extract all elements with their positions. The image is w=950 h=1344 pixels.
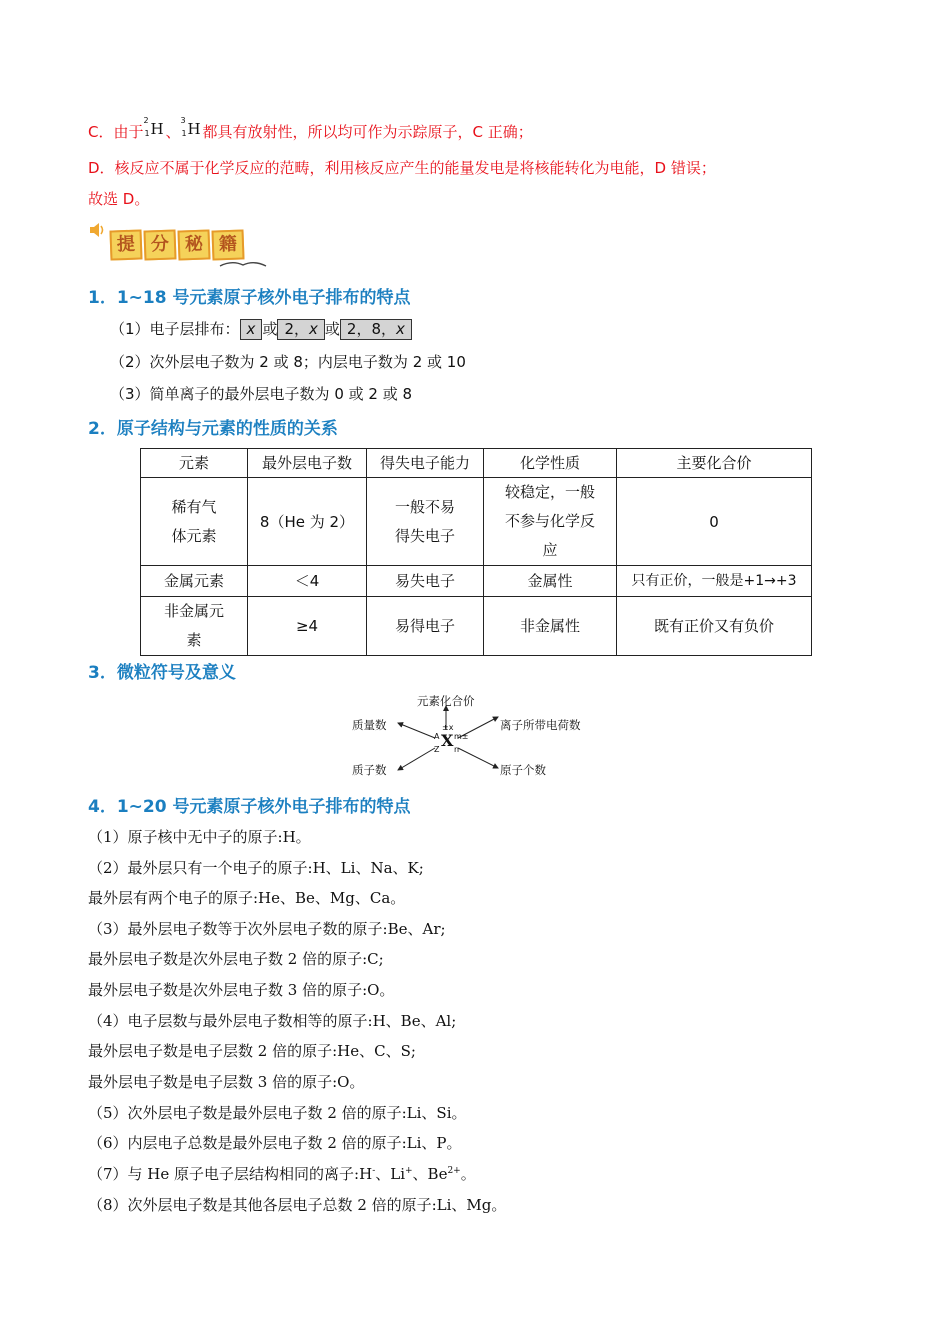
option-c-suffix: 都具有放射性，所以均可作为示踪原子，C 正确； [202, 123, 533, 141]
table-cell: ＜4 [248, 566, 367, 597]
h-ion-charge: - [372, 1166, 376, 1176]
section4-line: （2）最外层只有一个电子的原子:H、Li、Na、K; [88, 859, 424, 877]
line7-end: 。 [460, 1165, 476, 1183]
option-c-prefix: C．由于 [88, 123, 144, 141]
symbol-x: X [441, 731, 454, 750]
table-cell: ≥4 [248, 597, 367, 656]
section4-line-7 [88, 1163, 476, 1184]
iso1-atomic: 1 [144, 129, 150, 138]
option-c-sep: 、 [165, 123, 181, 141]
section1-item2: （2）次外层电子数为 2 或 8；内层电子数为 2 或 10 [110, 353, 466, 371]
box3-prefix: 2，8， [346, 320, 396, 338]
cell-text: 稀有气体元素 [171, 497, 217, 545]
table-header-cell: 最外层电子数 [248, 449, 367, 478]
symbol-mass: A [434, 732, 440, 741]
table-header-cell: 主要化合价 [617, 449, 812, 478]
symbol-charge: m± [454, 732, 469, 741]
section4-line: 最外层电子数是电子层数 2 倍的原子:He、C、S; [88, 1042, 416, 1060]
book-icon [218, 258, 268, 268]
or-1: 或 [262, 320, 278, 338]
iso1-mass: 2 [143, 116, 149, 125]
tips-badge [88, 220, 268, 270]
section4-line: （6）内层电子总数是最外层电子数 2 倍的原子:Li、P。 [88, 1134, 462, 1152]
label-atom-count: 原子个数 [500, 763, 546, 777]
option-c [88, 116, 533, 142]
li-ion-charge: + [405, 1166, 413, 1176]
particle-symbol-diagram [340, 690, 610, 780]
label-mass-number: 质量数 [352, 718, 387, 732]
symbol-atomic: Z [434, 745, 440, 754]
iso1-symbol: H [150, 120, 164, 138]
section4-line: （3）最外层电子数等于次外层电子数的原子:Be、Ar; [88, 920, 446, 938]
section4-line: （1）原子核中无中子的原子:H。 [88, 828, 311, 846]
label-valence: 元素化合价 [417, 694, 475, 708]
conclusion: 故选 D。 [88, 190, 150, 208]
table-cell: 既有正价又有负价 [617, 597, 812, 656]
table-row [141, 478, 812, 566]
cell-text: 一般不易得失电子 [394, 497, 455, 545]
section4-line-8: （8）次外层电子数是其他各层电子总数 2 倍的原子:Li、Mg。 [88, 1196, 507, 1214]
cell-text: 非金属元素 [163, 602, 224, 649]
badge-chars [110, 230, 244, 260]
table-cell: 只有正价，一般是+1→+3 [617, 566, 812, 597]
properties-table [140, 448, 812, 656]
section4-line: 最外层电子数是次外层电子数 2 倍的原子:C; [88, 950, 384, 968]
option-d: D．核反应不属于化学反应的范畴，利用核反应产生的能量发电是将核能转化为电能，D 错误； [88, 159, 716, 177]
section1-item3: （3）简单离子的最外层电子数为 0 或 2 或 8 [110, 385, 413, 403]
section4-line: 最外层有两个电子的原子:He、Be、Mg、Ca。 [88, 889, 406, 907]
table-cell: 金属性 [484, 566, 617, 597]
table-cell: 8（He 为 2） [248, 478, 367, 566]
table-cell [367, 478, 484, 566]
line7-li: 、Li [375, 1165, 405, 1183]
table-row [141, 566, 812, 597]
box3-var: x [396, 320, 405, 338]
section4-line: （5）次外层电子数是最外层电子数 2 倍的原子:Li、Si。 [88, 1104, 467, 1122]
section3-title: 3．微粒符号及意义 [88, 663, 236, 683]
cell-text: 较稳定，一般不参与化学反应 [504, 483, 595, 559]
badge-char-2: 分 [143, 229, 176, 260]
table-cell: 非金属性 [484, 597, 617, 656]
badge-char-4: 籍 [211, 229, 244, 260]
box-1 [240, 319, 263, 340]
badge-char-3: 秘 [177, 229, 210, 260]
line7-prefix: （7）与 He 原子电子层结构相同的离子:H [88, 1165, 373, 1183]
section4-line: 最外层电子数是次外层电子数 3 倍的原子:O。 [88, 981, 395, 999]
table-cell [484, 478, 617, 566]
badge-char-1: 提 [109, 229, 142, 260]
box-2 [277, 319, 324, 340]
isotope-h2 [143, 116, 165, 140]
section1-title: 1．1~18 号元素原子核外电子排布的特点 [88, 288, 411, 308]
table-cell: 金属元素 [141, 566, 248, 597]
or-2: 或 [324, 320, 340, 338]
table-cell [141, 597, 248, 656]
symbol-count: n [454, 745, 460, 754]
table-cell: 0 [617, 478, 812, 566]
section4-line: （4）电子层数与最外层电子数相等的原子:H、Be、Al; [88, 1012, 457, 1030]
be-ion-charge: 2+ [447, 1166, 461, 1176]
section4-title: 4．1~20 号元素原子核外电子排布的特点 [88, 797, 411, 817]
iso2-symbol: H [187, 120, 201, 138]
line7-be: 、Be [412, 1165, 448, 1183]
label-proton-number: 质子数 [352, 763, 387, 777]
table-header-cell: 得失电子能力 [367, 449, 484, 478]
box-3 [340, 319, 412, 340]
table-row [141, 597, 812, 656]
isotope-h3 [180, 116, 203, 140]
box2-prefix: 2， [284, 320, 309, 338]
table-cell: 易得电子 [367, 597, 484, 656]
label-ion-charge: 离子所带电荷数 [500, 718, 581, 732]
table-header-cell: 化学性质 [484, 449, 617, 478]
item1-label: （1）电子层排布： [110, 320, 240, 338]
table-header-cell: 元素 [141, 449, 248, 478]
table-cell [141, 478, 248, 566]
symbol-above: ±x [442, 723, 454, 732]
section1-item1 [110, 318, 412, 340]
section2-title: 2．原子结构与元素的性质的关系 [88, 419, 338, 439]
table-cell: 易失电子 [367, 566, 484, 597]
box1-var: x [246, 320, 256, 338]
box2-var: x [309, 320, 318, 338]
speaker-icon [88, 220, 108, 240]
section4-line: 最外层电子数是电子层数 3 倍的原子:O。 [88, 1073, 365, 1091]
iso2-atomic: 1 [181, 129, 187, 138]
iso2-mass: 3 [180, 116, 186, 125]
table-header-row [141, 449, 812, 478]
